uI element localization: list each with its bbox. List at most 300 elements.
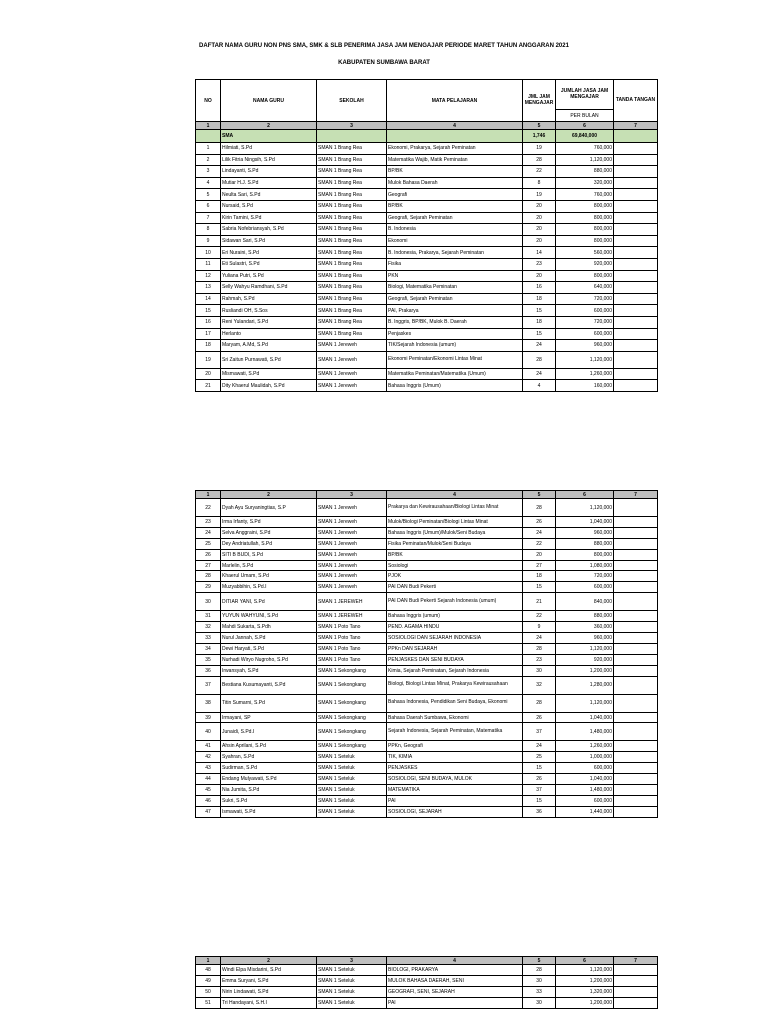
page-subtitle: KABUPATEN SUMBAWA BARAT bbox=[338, 60, 430, 66]
subject: Biologi, Matematika Peminatan bbox=[387, 282, 523, 294]
signature-cell[interactable] bbox=[614, 665, 658, 676]
signature-cell[interactable] bbox=[614, 166, 658, 178]
subject: Sosiologi bbox=[387, 560, 523, 571]
teacher-name: Dewi Haryati, S.Pd bbox=[221, 643, 317, 654]
monthly-amount: 800,000 bbox=[556, 212, 614, 224]
teacher-name: YUYUN WAHYUNI, S.Pd bbox=[221, 611, 317, 622]
subject: Bahasa Inggris (Umum)/Mulok/Seni Budaya bbox=[387, 527, 523, 538]
signature-cell[interactable] bbox=[614, 368, 658, 380]
signature-cell[interactable] bbox=[614, 712, 658, 723]
subject: Bahasa Indonesia, Pendidikan Seni Budaya, Ekonomi bbox=[387, 694, 523, 712]
header-no: NO bbox=[196, 80, 221, 122]
teacher-table-page-2 bbox=[195, 490, 658, 818]
teacher-name: Rahmah, S.Pd bbox=[221, 293, 317, 305]
teacher-name: Sabria Nofebriansyah, S.Pd bbox=[221, 224, 317, 236]
subject: GEOGRAFI, SENI, SEJARAH bbox=[387, 987, 523, 998]
signature-cell[interactable] bbox=[614, 235, 658, 247]
teaching-hours: 24 bbox=[523, 527, 556, 538]
row-no: 34 bbox=[196, 643, 221, 654]
table-row bbox=[196, 527, 658, 538]
col-num: 7 bbox=[614, 491, 658, 499]
sma-label: SMA bbox=[221, 130, 317, 143]
teacher-name: Dey Andriatullah, S.Pd bbox=[221, 538, 317, 549]
teaching-hours: 19 bbox=[523, 189, 556, 201]
table-row bbox=[196, 538, 658, 549]
monthly-amount: 320,000 bbox=[556, 177, 614, 189]
row-no: 35 bbox=[196, 654, 221, 665]
signature-cell[interactable] bbox=[614, 633, 658, 644]
signature-cell[interactable] bbox=[614, 328, 658, 340]
monthly-amount: 1,040,000 bbox=[556, 517, 614, 528]
teaching-hours: 26 bbox=[523, 517, 556, 528]
column-number-row bbox=[196, 122, 658, 130]
signature-cell[interactable] bbox=[614, 212, 658, 224]
subject: Matematika Peminatan/Matematika (Umum) bbox=[387, 368, 523, 380]
teacher-table-page-3 bbox=[195, 956, 658, 1009]
school-name: SMAN 1 Brang Rea bbox=[317, 328, 387, 340]
school-name: SMAN 1 Jereweh bbox=[317, 499, 387, 517]
monthly-amount: 600,000 bbox=[556, 582, 614, 593]
row-no: 46 bbox=[196, 795, 221, 806]
monthly-amount: 880,000 bbox=[556, 611, 614, 622]
row-no: 29 bbox=[196, 582, 221, 593]
signature-cell[interactable] bbox=[614, 806, 658, 817]
row-no: 1 bbox=[196, 143, 221, 155]
monthly-amount: 560,000 bbox=[556, 247, 614, 259]
row-no: 3 bbox=[196, 166, 221, 178]
teaching-hours: 25 bbox=[523, 752, 556, 763]
school-name: SMAN 1 Brang Rea bbox=[317, 258, 387, 270]
teaching-hours: 23 bbox=[523, 654, 556, 665]
signature-cell[interactable] bbox=[614, 571, 658, 582]
teacher-name: Ismawati, S.Pd bbox=[221, 806, 317, 817]
header-sekolah: SEKOLAH bbox=[317, 80, 387, 122]
row-no: 15 bbox=[196, 305, 221, 317]
teacher-name: Lindayanti, S.Pd bbox=[221, 166, 317, 178]
table-row bbox=[196, 499, 658, 517]
monthly-amount: 1,200,000 bbox=[556, 998, 614, 1009]
teaching-hours: 28 bbox=[523, 965, 556, 976]
monthly-amount: 640,000 bbox=[556, 282, 614, 294]
signature-cell[interactable] bbox=[614, 527, 658, 538]
row-no: 45 bbox=[196, 785, 221, 796]
teacher-name: Nursaid, S.Pd bbox=[221, 200, 317, 212]
teacher-name: SITI B BUDI, S.Pd bbox=[221, 549, 317, 560]
school-name: SMAN 1 JEREWEH bbox=[317, 593, 387, 611]
school-name: SMAN 1 Brang Rea bbox=[317, 270, 387, 282]
school-name: SMAN 1 Seteluk bbox=[317, 763, 387, 774]
table-row bbox=[196, 351, 658, 368]
monthly-amount: 760,000 bbox=[556, 189, 614, 201]
signature-cell[interactable] bbox=[614, 499, 658, 517]
teacher-name: Sudirman, S.Pd bbox=[221, 763, 317, 774]
table-row bbox=[196, 282, 658, 294]
subject: Fisika Peminatan/Mulok/Seni Budaya bbox=[387, 538, 523, 549]
row-no: 36 bbox=[196, 665, 221, 676]
teacher-name: Sukri, S.Pd bbox=[221, 795, 317, 806]
row-no: 2 bbox=[196, 154, 221, 166]
teaching-hours: 37 bbox=[523, 723, 556, 741]
monthly-amount: 960,000 bbox=[556, 340, 614, 352]
teacher-name: Maryam, A.Md, S.Pd bbox=[221, 340, 317, 352]
monthly-amount: 1,480,000 bbox=[556, 785, 614, 796]
signature-cell[interactable] bbox=[614, 795, 658, 806]
table-row bbox=[196, 712, 658, 723]
signature-cell[interactable] bbox=[614, 582, 658, 593]
monthly-amount: 1,040,000 bbox=[556, 712, 614, 723]
teaching-hours: 26 bbox=[523, 712, 556, 723]
col-num: 1 bbox=[196, 491, 221, 499]
teacher-name: Nurhadi Wiryo Nugroho, S.Pd bbox=[221, 654, 317, 665]
row-no: 11 bbox=[196, 258, 221, 270]
monthly-amount: 800,000 bbox=[556, 270, 614, 282]
subject: Bahasa Inggris (umum) bbox=[387, 611, 523, 622]
monthly-amount: 600,000 bbox=[556, 305, 614, 317]
school-name: SMAN 1 Sekongkang bbox=[317, 723, 387, 741]
subject: SOSIOLOGI, SEJARAH bbox=[387, 806, 523, 817]
table-row bbox=[196, 305, 658, 317]
subject: Biologi, Biologi Lintas Minat, Prakarya Kewirausahaan bbox=[387, 676, 523, 694]
school-name: SMAN 1 Brang Rea bbox=[317, 189, 387, 201]
row-no: 4 bbox=[196, 177, 221, 189]
row-no: 31 bbox=[196, 611, 221, 622]
table-row bbox=[196, 611, 658, 622]
monthly-amount: 760,000 bbox=[556, 143, 614, 155]
teaching-hours: 18 bbox=[523, 316, 556, 328]
subject: Mulok Bahasa Daerah bbox=[387, 177, 523, 189]
row-no: 6 bbox=[196, 200, 221, 212]
teacher-name: Nirin Lindawati, S.Pd bbox=[221, 987, 317, 998]
signature-cell[interactable] bbox=[614, 741, 658, 752]
teaching-hours: 27 bbox=[523, 560, 556, 571]
table-row bbox=[196, 368, 658, 380]
col-num: 4 bbox=[387, 122, 523, 130]
sma-total-jumlah: 69,840,000 bbox=[556, 130, 614, 143]
signature-cell[interactable] bbox=[614, 258, 658, 270]
signature-cell[interactable] bbox=[614, 643, 658, 654]
teacher-name: Yuliana Putri, S.Pd bbox=[221, 270, 317, 282]
monthly-amount: 1,120,000 bbox=[556, 694, 614, 712]
signature-cell[interactable] bbox=[614, 380, 658, 392]
table-row bbox=[196, 763, 658, 774]
teaching-hours: 36 bbox=[523, 806, 556, 817]
table-row bbox=[196, 517, 658, 528]
subject: MULOK BAHASA DAERAH, SENI bbox=[387, 976, 523, 987]
col-num: 6 bbox=[556, 122, 614, 130]
signature-cell[interactable] bbox=[614, 676, 658, 694]
signature-cell[interactable] bbox=[614, 965, 658, 976]
col-num: 1 bbox=[196, 957, 221, 965]
table-row bbox=[196, 189, 658, 201]
teacher-name: Lilik Fitria Ningsih, S.Pd bbox=[221, 154, 317, 166]
signature-cell[interactable] bbox=[614, 517, 658, 528]
subject: SOSIOLOGI, SENI BUDAYA, MULOK bbox=[387, 774, 523, 785]
teaching-hours: 26 bbox=[523, 774, 556, 785]
monthly-amount: 360,000 bbox=[556, 622, 614, 633]
col-num: 7 bbox=[614, 122, 658, 130]
subject: PPKn, Geografi bbox=[387, 741, 523, 752]
col-num: 2 bbox=[221, 491, 317, 499]
table-row bbox=[196, 328, 658, 340]
teacher-name: Nia Jumita, S.Pd bbox=[221, 785, 317, 796]
monthly-amount: 800,000 bbox=[556, 549, 614, 560]
teacher-name: Mahdi Sukarta, S.Pdh bbox=[221, 622, 317, 633]
signature-cell[interactable] bbox=[614, 622, 658, 633]
monthly-amount: 720,000 bbox=[556, 293, 614, 305]
school-name: SMAN 1 Poto Tano bbox=[317, 643, 387, 654]
col-num: 6 bbox=[556, 957, 614, 965]
signature-cell[interactable] bbox=[614, 200, 658, 212]
signature-cell[interactable] bbox=[614, 976, 658, 987]
teaching-hours: 20 bbox=[523, 200, 556, 212]
school-name: SMAN 1 Jereweh bbox=[317, 368, 387, 380]
teaching-hours: 28 bbox=[523, 351, 556, 368]
teaching-hours: 24 bbox=[523, 633, 556, 644]
school-name: SMAN 1 Brang Rea bbox=[317, 154, 387, 166]
col-num: 5 bbox=[523, 957, 556, 965]
row-no: 16 bbox=[196, 316, 221, 328]
monthly-amount: 1,120,000 bbox=[556, 154, 614, 166]
school-name: SMAN 1 Seteluk bbox=[317, 752, 387, 763]
signature-cell[interactable] bbox=[614, 177, 658, 189]
teaching-hours: 21 bbox=[523, 593, 556, 611]
signature-cell[interactable] bbox=[614, 189, 658, 201]
monthly-amount: 1,120,000 bbox=[556, 499, 614, 517]
teaching-hours: 8 bbox=[523, 177, 556, 189]
subject: MATEMATIKA bbox=[387, 785, 523, 796]
subject: Ekonomi, Prakarya, Sejarah Peminatan bbox=[387, 143, 523, 155]
table-row bbox=[196, 571, 658, 582]
subject: BP/BK bbox=[387, 549, 523, 560]
school-name: SMAN 1 Poto Tano bbox=[317, 654, 387, 665]
signature-cell[interactable] bbox=[614, 154, 658, 166]
signature-cell[interactable] bbox=[614, 143, 658, 155]
subject: BIOLOGI, PRAKARYA bbox=[387, 965, 523, 976]
signature-cell[interactable] bbox=[614, 282, 658, 294]
signature-cell[interactable] bbox=[614, 611, 658, 622]
col-num: 4 bbox=[387, 957, 523, 965]
table-row bbox=[196, 665, 658, 676]
row-no: 5 bbox=[196, 189, 221, 201]
signature-cell[interactable] bbox=[614, 785, 658, 796]
row-no: 41 bbox=[196, 741, 221, 752]
monthly-amount: 1,040,000 bbox=[556, 774, 614, 785]
row-no: 9 bbox=[196, 235, 221, 247]
teacher-name: Emma Suryani, S.Pd bbox=[221, 976, 317, 987]
school-name: SMAN 1 Seteluk bbox=[317, 795, 387, 806]
signature-cell[interactable] bbox=[614, 316, 658, 328]
subject: PENJASKES DAN SENI BUDAYA bbox=[387, 654, 523, 665]
school-name: SMAN 1 Seteluk bbox=[317, 785, 387, 796]
school-name: SMAN 1 Sekongkang bbox=[317, 665, 387, 676]
table-row bbox=[196, 633, 658, 644]
subject: PAI bbox=[387, 795, 523, 806]
teaching-hours: 20 bbox=[523, 549, 556, 560]
signature-cell[interactable] bbox=[614, 293, 658, 305]
monthly-amount: 1,120,000 bbox=[556, 965, 614, 976]
subject: SOSIOLOGI DAN SEJARAH INDONESIA bbox=[387, 633, 523, 644]
signature-cell[interactable] bbox=[614, 763, 658, 774]
monthly-amount: 800,000 bbox=[556, 235, 614, 247]
school-name: SMAN 1 Seteluk bbox=[317, 965, 387, 976]
monthly-amount: 720,000 bbox=[556, 316, 614, 328]
row-no: 10 bbox=[196, 247, 221, 259]
teacher-name: Herlanto bbox=[221, 328, 317, 340]
monthly-amount: 1,000,000 bbox=[556, 752, 614, 763]
teaching-hours: 28 bbox=[523, 154, 556, 166]
row-no: 25 bbox=[196, 538, 221, 549]
school-name: SMAN 1 Jereweh bbox=[317, 340, 387, 352]
subject: B. Indonesia, Prakarya, Sejarah Peminatan bbox=[387, 247, 523, 259]
signature-cell[interactable] bbox=[614, 752, 658, 763]
row-no: 22 bbox=[196, 499, 221, 517]
monthly-amount: 920,000 bbox=[556, 654, 614, 665]
teacher-name: Dity Khaerul Maulidah, S.Pd bbox=[221, 380, 317, 392]
subject: PAI DAN Budi Pekerti Sejarah Indonesia (umum) bbox=[387, 593, 523, 611]
teacher-name: Bestiana Kusumayanti, S.Pd bbox=[221, 676, 317, 694]
row-no: 13 bbox=[196, 282, 221, 294]
row-no: 28 bbox=[196, 571, 221, 582]
teacher-name: Irmayani, SP bbox=[221, 712, 317, 723]
table-row bbox=[196, 976, 658, 987]
signature-cell[interactable] bbox=[614, 694, 658, 712]
signature-cell[interactable] bbox=[614, 723, 658, 741]
school-name: SMAN 1 Brang Rea bbox=[317, 177, 387, 189]
teaching-hours: 18 bbox=[523, 293, 556, 305]
subject: Fisika bbox=[387, 258, 523, 270]
monthly-amount: 1,440,000 bbox=[556, 806, 614, 817]
header-nama-guru: NAMA GURU bbox=[221, 80, 317, 122]
school-name: SMAN 1 Jereweh bbox=[317, 582, 387, 593]
subject: Geografi bbox=[387, 189, 523, 201]
signature-cell[interactable] bbox=[614, 998, 658, 1009]
subject: TIK/Sejarah Indonesia (umum) bbox=[387, 340, 523, 352]
teacher-name: Dyah Ayu Suryaningtias, S.P bbox=[221, 499, 317, 517]
school-name: SMAN 1 Seteluk bbox=[317, 806, 387, 817]
teacher-name: Windi Elpa Misdarini, S.Pd bbox=[221, 965, 317, 976]
row-no: 50 bbox=[196, 987, 221, 998]
monthly-amount: 1,080,000 bbox=[556, 560, 614, 571]
monthly-amount: 1,200,000 bbox=[556, 976, 614, 987]
signature-cell[interactable] bbox=[614, 560, 658, 571]
col-num: 7 bbox=[614, 957, 658, 965]
teacher-table-page-1 bbox=[195, 79, 658, 392]
header-per-bulan: PER BULAN bbox=[556, 110, 614, 122]
signature-cell[interactable] bbox=[614, 224, 658, 236]
signature-cell[interactable] bbox=[614, 351, 658, 368]
teacher-name: Ahsin Aprilani, S.Pd bbox=[221, 741, 317, 752]
teaching-hours: 20 bbox=[523, 270, 556, 282]
monthly-amount: 600,000 bbox=[556, 763, 614, 774]
signature-cell[interactable] bbox=[614, 654, 658, 665]
teaching-hours: 28 bbox=[523, 694, 556, 712]
col-num: 3 bbox=[317, 957, 387, 965]
subject: Geografi, Sejarah Peminatan bbox=[387, 212, 523, 224]
header-tanda-tangan: TANDA TANGAN bbox=[614, 80, 658, 122]
subject: Ekonomi bbox=[387, 235, 523, 247]
table-row bbox=[196, 752, 658, 763]
subject: Geografi, Sejarah Peminatan bbox=[387, 293, 523, 305]
teacher-name: Mutiar H.J. S.Pd bbox=[221, 177, 317, 189]
teacher-name: Tri Handayani, S.H.I bbox=[221, 998, 317, 1009]
school-name: SMAN 1 Brang Rea bbox=[317, 224, 387, 236]
teaching-hours: 23 bbox=[523, 258, 556, 270]
teaching-hours: 32 bbox=[523, 676, 556, 694]
table-row bbox=[196, 806, 658, 817]
teacher-name: Syahran, S.Pd bbox=[221, 752, 317, 763]
signature-cell[interactable] bbox=[614, 270, 658, 282]
table-row bbox=[196, 235, 658, 247]
teaching-hours: 9 bbox=[523, 622, 556, 633]
school-name: SMAN 1 Seteluk bbox=[317, 976, 387, 987]
monthly-amount: 800,000 bbox=[556, 224, 614, 236]
signature-cell[interactable] bbox=[614, 340, 658, 352]
subject: Kimia, Sejarah Peminatan, Sejarah Indonesia bbox=[387, 665, 523, 676]
signature-cell[interactable] bbox=[614, 305, 658, 317]
table-row bbox=[196, 694, 658, 712]
row-no: 42 bbox=[196, 752, 221, 763]
row-no: 38 bbox=[196, 694, 221, 712]
signature-cell[interactable] bbox=[614, 247, 658, 259]
signature-cell[interactable] bbox=[614, 593, 658, 611]
subject: PPKn DAN SEJARAH bbox=[387, 643, 523, 654]
signature-cell[interactable] bbox=[614, 774, 658, 785]
table-row bbox=[196, 549, 658, 560]
table-row bbox=[196, 560, 658, 571]
sma-total-jam: 1,746 bbox=[523, 130, 556, 143]
table-row bbox=[196, 654, 658, 665]
monthly-amount: 1,200,000 bbox=[556, 665, 614, 676]
row-no: 7 bbox=[196, 212, 221, 224]
row-no: 19 bbox=[196, 351, 221, 368]
school-name: SMAN 1 Seteluk bbox=[317, 998, 387, 1009]
school-name: SMAN 1 Jereweh bbox=[317, 517, 387, 528]
subject: PENJASKES bbox=[387, 763, 523, 774]
signature-cell[interactable] bbox=[614, 549, 658, 560]
teaching-hours: 28 bbox=[523, 643, 556, 654]
row-no: 12 bbox=[196, 270, 221, 282]
teacher-name: Reni Yulandari, S.Pd bbox=[221, 316, 317, 328]
row-no: 21 bbox=[196, 380, 221, 392]
teaching-hours: 22 bbox=[523, 538, 556, 549]
school-name: SMAN 1 Brang Rea bbox=[317, 305, 387, 317]
school-name: SMAN 1 Seteluk bbox=[317, 774, 387, 785]
signature-cell[interactable] bbox=[614, 987, 658, 998]
row-no: 39 bbox=[196, 712, 221, 723]
row-no: 18 bbox=[196, 340, 221, 352]
school-name: SMAN 1 Seteluk bbox=[317, 987, 387, 998]
school-name: SMAN 1 Brang Rea bbox=[317, 212, 387, 224]
monthly-amount: 1,260,000 bbox=[556, 741, 614, 752]
signature-cell[interactable] bbox=[614, 538, 658, 549]
school-name: SMAN 1 Brang Rea bbox=[317, 247, 387, 259]
subject: PAI DAN Budi Pekerti bbox=[387, 582, 523, 593]
table-row bbox=[196, 200, 658, 212]
table-row bbox=[196, 741, 658, 752]
table-row bbox=[196, 676, 658, 694]
teaching-hours: 15 bbox=[523, 795, 556, 806]
subject: B. Inggris, BP/BK, Mulok B. Daerah bbox=[387, 316, 523, 328]
school-name: SMAN 1 JEREWEH bbox=[317, 611, 387, 622]
monthly-amount: 800,000 bbox=[556, 200, 614, 212]
table-row bbox=[196, 212, 658, 224]
school-name: SMAN 1 Sekongkang bbox=[317, 712, 387, 723]
monthly-amount: 840,000 bbox=[556, 593, 614, 611]
col-num: 1 bbox=[196, 122, 221, 130]
school-name: SMAN 1 Jereweh bbox=[317, 527, 387, 538]
table-row bbox=[196, 270, 658, 282]
monthly-amount: 720,000 bbox=[556, 571, 614, 582]
